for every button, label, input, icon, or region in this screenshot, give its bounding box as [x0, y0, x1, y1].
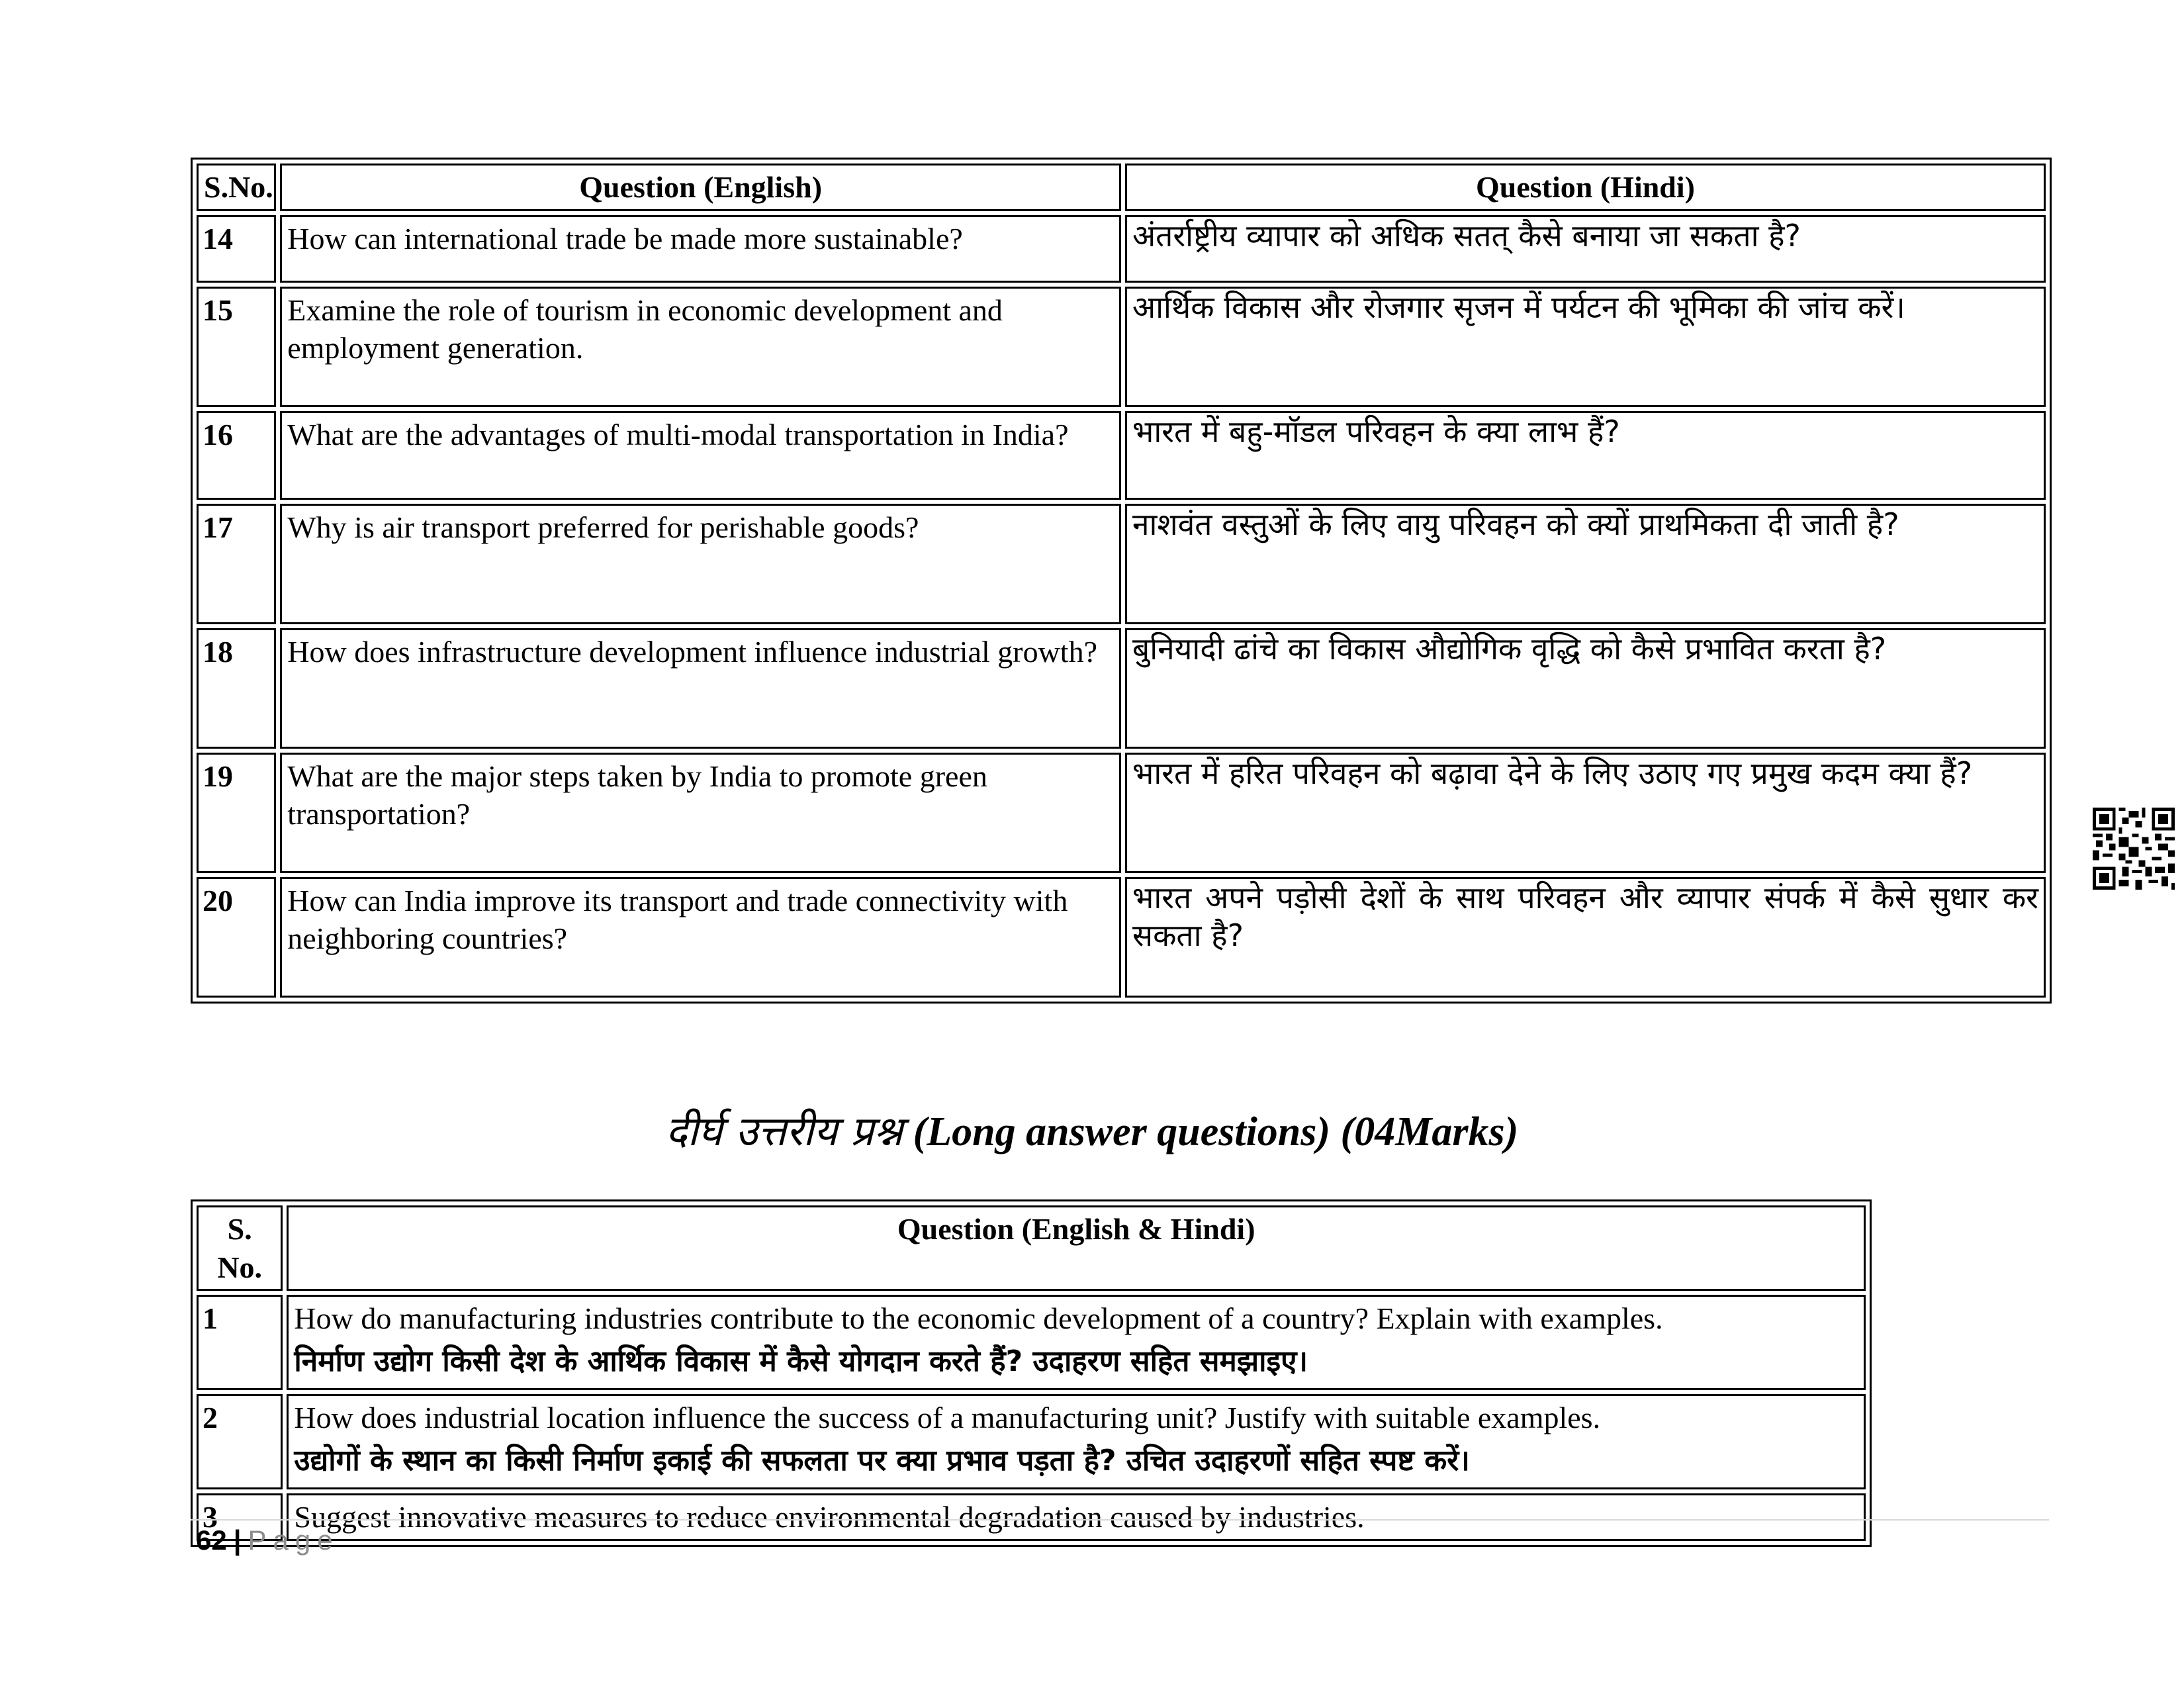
question-hindi: नाशवंत वस्तुओं के लिए वायु परिवहन को क्यों प्राथमिकता दी जाती है? [1125, 504, 2046, 624]
table-row [197, 411, 2046, 500]
question-cell [287, 1394, 1866, 1489]
header-sno: S. No. [197, 1205, 283, 1291]
question-hindi: आर्थिक विकास और रोजगार सृजन में पर्यटन की भूमिका की जांच करें। [1125, 287, 2046, 407]
question-cell [287, 1295, 1866, 1390]
header-question: Question (English & Hindi) [287, 1205, 1866, 1291]
page-label: Page [248, 1524, 340, 1556]
row-sno: 18 [197, 628, 276, 749]
question-english: How can India improve its transport and trade connectivity with neighboring countries? [280, 877, 1121, 998]
question-english: How does infrastructure development influence industrial growth? [280, 628, 1121, 749]
row-sno: 15 [197, 287, 276, 407]
question-cell [287, 1493, 1866, 1541]
row-sno: 19 [197, 753, 276, 873]
question-english: How do manufacturing industries contribute to the economic development of a country? Explain with examples. [294, 1301, 1663, 1335]
page-number: 62 [196, 1524, 227, 1556]
question-hindi: भारत में हरित परिवहन को बढ़ावा देने के लिए उठाए गए प्रमुख कदम क्या हैं? [1125, 753, 2046, 873]
short-questions-table [191, 158, 2052, 1004]
table-row [197, 504, 2046, 624]
row-sno: 2 [197, 1394, 283, 1489]
table-row [197, 877, 2046, 998]
header-sno: S.No. [197, 164, 276, 211]
question-english: Examine the role of tourism in economic development and employment generation. [280, 287, 1121, 407]
question-hindi: निर्माण उद्योग किसी देश के आर्थिक विकास में कैसे योगदान करते हैं? उदाहरण सहित समझाइए। [294, 1344, 1308, 1378]
table-header-row [197, 164, 2046, 211]
table-row [197, 1295, 1866, 1390]
question-english: How does industrial location influence the success of a manufacturing unit? Justify with suitable examples. [294, 1401, 1601, 1435]
row-sno: 1 [197, 1295, 283, 1390]
question-english: What are the major steps taken by India to promote green transportation? [280, 753, 1121, 873]
question-english: Suggest innovative measures to reduce environmental degradation caused by industries. [294, 1500, 1365, 1534]
question-hindi: बुनियादी ढांचे का विकास औद्योगिक वृद्धि को कैसे प्रभावित करता है? [1125, 628, 2046, 749]
question-hindi: उद्योगों के स्थान का किसी निर्माण इकाई की सफलता पर क्या प्रभाव पड़ता है? उचित उदाहरणों सहित स्पष्ट करें। [294, 1443, 1470, 1477]
row-sno: 20 [197, 877, 276, 998]
table-row [197, 753, 2046, 873]
table-row [197, 628, 2046, 749]
question-english: How can international trade be made more sustainable? [280, 215, 1121, 283]
question-hindi: भारत में बहु-मॉडल परिवहन के क्या लाभ हैं? [1125, 411, 2046, 500]
question-english: Why is air transport preferred for perishable goods? [280, 504, 1121, 624]
row-sno: 3 [197, 1493, 283, 1541]
row-sno: 17 [197, 504, 276, 624]
header-question-english: Question (English) [280, 164, 1121, 211]
long-questions-table [191, 1199, 1872, 1547]
table-row [197, 215, 2046, 283]
footer-rule [191, 1519, 2049, 1521]
page-footer [196, 1524, 340, 1556]
section-title-hindi: दीर्घ उत्तरीय प्रश्न [665, 1107, 903, 1155]
question-english: What are the advantages of multi-modal transportation in India? [280, 411, 1121, 500]
table-header-row [197, 1205, 1866, 1291]
header-question-hindi: Question (Hindi) [1125, 164, 2046, 211]
qr-code-icon [2093, 808, 2175, 890]
table-row [197, 1394, 1866, 1489]
row-sno: 14 [197, 215, 276, 283]
row-sno: 16 [197, 411, 276, 500]
section-title [0, 1102, 2184, 1158]
section-title-english: (Long answer questions) (04Marks) [913, 1109, 1519, 1154]
table-row [197, 287, 2046, 407]
table-row [197, 1493, 1866, 1541]
question-hindi: अंतर्राष्ट्रीय व्यापार को अधिक सतत् कैसे बनाया जा सकता है? [1125, 215, 2046, 283]
footer-separator: | [233, 1524, 242, 1556]
question-hindi: भारत अपने पड़ोसी देशों के साथ परिवहन और व्यापार संपर्क में कैसे सुधार कर सकता है? [1125, 877, 2046, 998]
